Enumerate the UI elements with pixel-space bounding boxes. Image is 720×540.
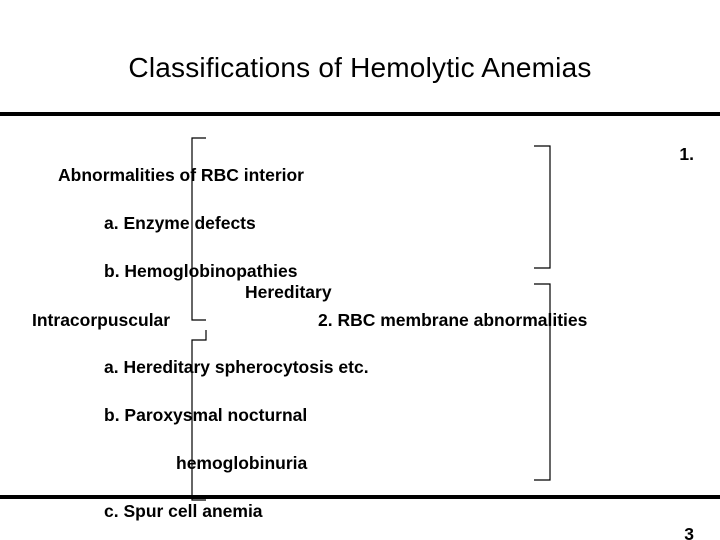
hereditary-spherocytosis-item: a. Hereditary spherocytosis etc. <box>104 357 369 377</box>
item-number-1: 1. <box>679 144 694 164</box>
spur-cell-item: c. Spur cell anemia <box>104 501 263 521</box>
slide-title: Classifications of Hemolytic Anemias <box>128 52 592 83</box>
top-divider <box>0 112 720 116</box>
membrane-abnormalities-label: 2. RBC membrane abnormalities <box>318 310 588 330</box>
hemoglobinopathies-item: b. Hemoglobinopathies <box>104 261 298 281</box>
paroxysmal-nocturnal-item: b. Paroxysmal nocturnal <box>104 405 308 425</box>
bottom-divider <box>0 495 720 499</box>
abnormalities-interior-label: Abnormalities of RBC interior <box>58 165 304 185</box>
hereditary-label: Hereditary <box>245 282 332 302</box>
page-number: 3 <box>684 524 694 540</box>
hemoglobinuria-item: hemoglobinuria <box>176 453 308 473</box>
right-bracket-group-1 <box>534 146 550 268</box>
intracorpuscular-label: Intracorpuscular <box>32 310 171 330</box>
enzyme-defects-item: a. Enzyme defects <box>104 213 256 233</box>
